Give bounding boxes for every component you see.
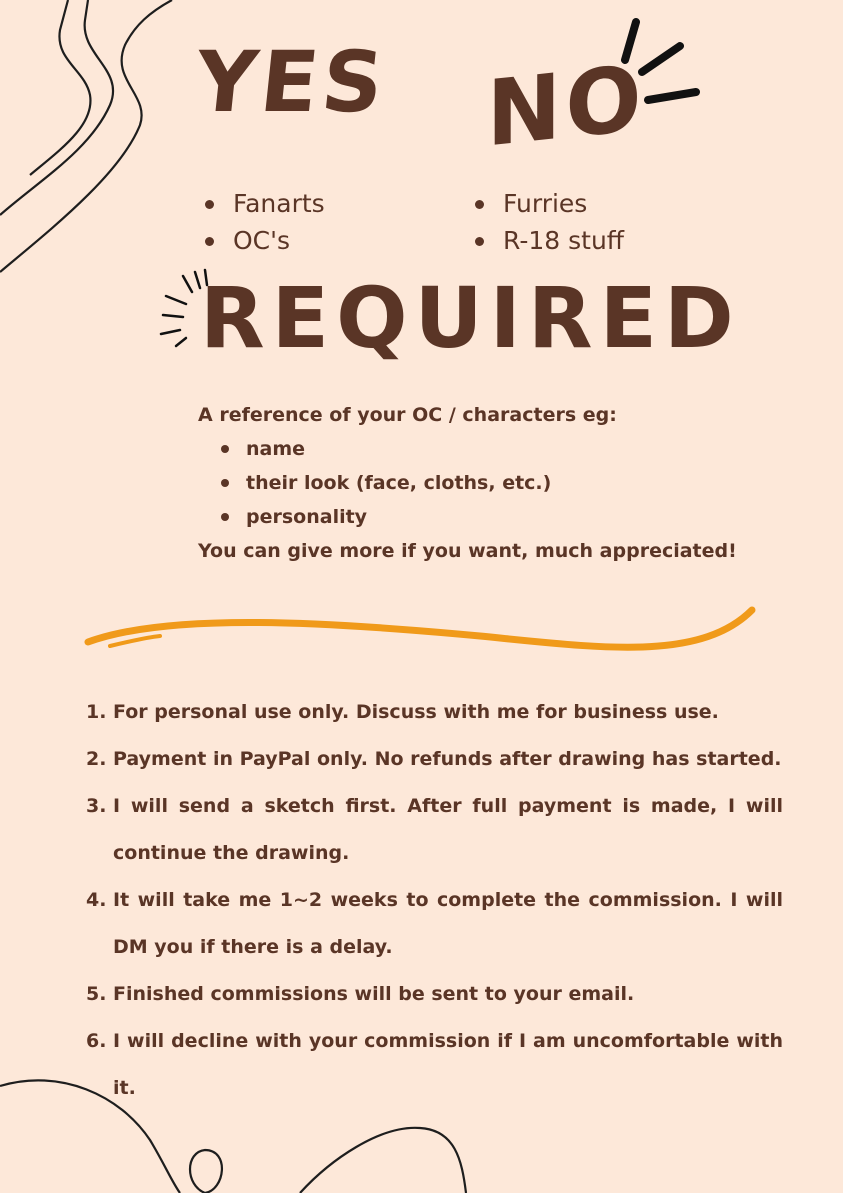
requirements-block: [198, 398, 798, 568]
requirement-item: personality: [198, 500, 798, 534]
yes-item: OC's: [203, 222, 325, 259]
rule-number: 1.: [86, 701, 107, 723]
rule-text: I will decline with your commission if I am uncomfortable with it.: [113, 1030, 783, 1099]
rule-number: 5.: [86, 983, 107, 1005]
rule-number: 2.: [86, 748, 107, 770]
requirements-intro: A reference of your OC / characters eg:: [198, 404, 617, 426]
no-item: R-18 stuff: [473, 222, 624, 259]
yes-heading: YES: [190, 33, 392, 131]
requirements-list: [198, 432, 798, 534]
rule-item: [86, 877, 783, 971]
bottom-loop: [190, 1150, 222, 1193]
rule-number: 4.: [86, 889, 107, 911]
required-heading: REQUIRED: [200, 269, 741, 367]
top-left-wave-2: [0, 0, 172, 272]
rule-item: [86, 736, 783, 783]
no-heading: NO: [486, 45, 646, 168]
top-left-wave-3: [30, 0, 90, 175]
rule-text: Payment in PayPal only. No refunds after drawing has started.: [113, 748, 782, 770]
bottom-curve-2: [300, 1128, 466, 1193]
rule-item: [86, 1018, 783, 1112]
no-list: [473, 185, 624, 259]
rule-text: Finished commissions will be sent to your email.: [113, 983, 635, 1005]
requirements-outro: You can give more if you want, much appreciated!: [198, 540, 737, 562]
requirement-item: name: [198, 432, 798, 466]
rule-text: It will take me 1~2 weeks to complete the commission. I will DM you if there is a delay.: [113, 889, 783, 958]
requirement-item: their look (face, cloths, etc.): [198, 466, 798, 500]
rule-item: [86, 971, 783, 1018]
rule-item: [86, 689, 783, 736]
yes-list: [203, 185, 325, 259]
rule-number: 3.: [86, 795, 107, 817]
yes-item: Fanarts: [203, 185, 325, 222]
top-left-wave-1: [0, 0, 113, 215]
rule-number: 6.: [86, 1030, 107, 1052]
no-item: Furries: [473, 185, 624, 222]
orange-brush-tail: [110, 636, 160, 646]
rules-list: [86, 689, 783, 1112]
rule-text: I will send a sketch first. After full payment is made, I will continue the drawing.: [113, 795, 783, 864]
rule-text: For personal use only. Discuss with me for business use.: [113, 701, 719, 723]
orange-brush-stroke: [88, 610, 752, 647]
rule-item: [86, 783, 783, 877]
